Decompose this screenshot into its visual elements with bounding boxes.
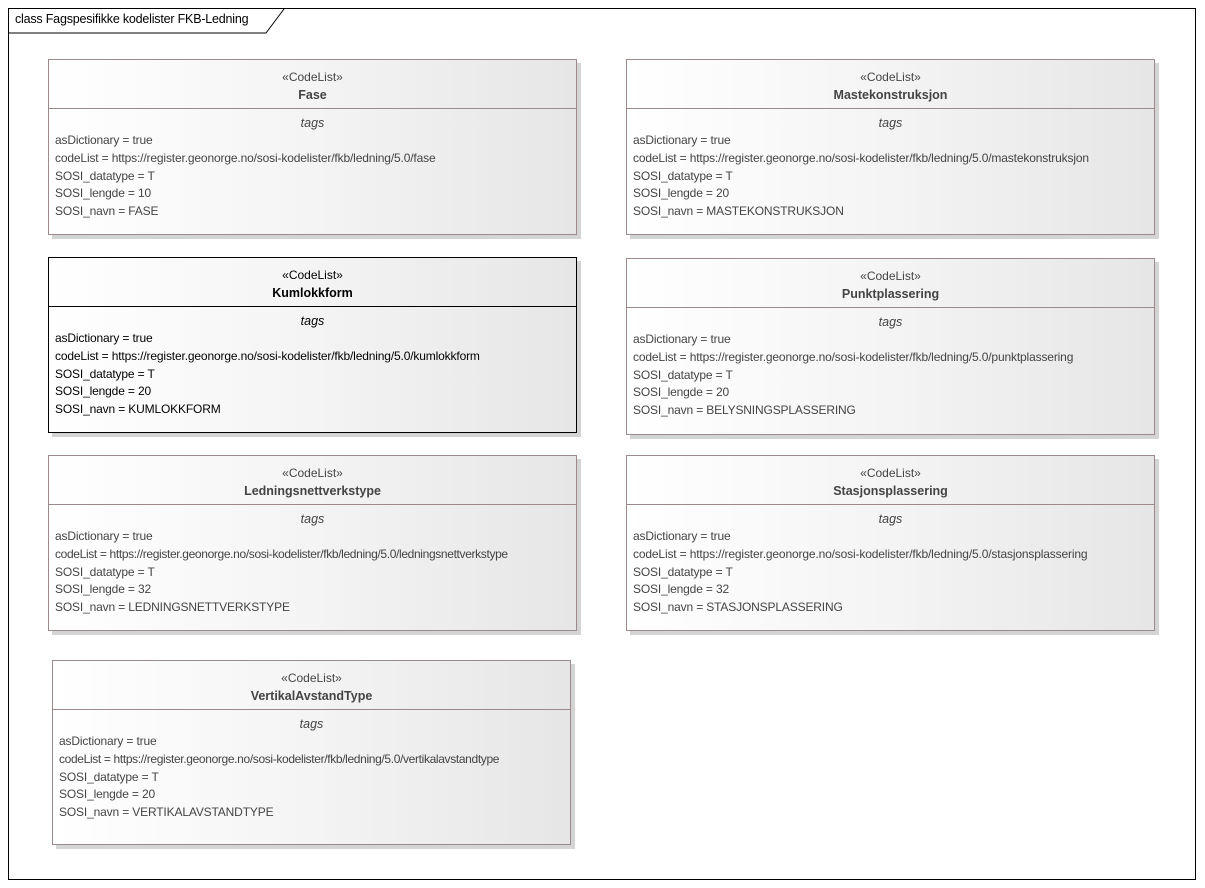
tag-sosi-navn: SOSI_navn = FASE — [55, 204, 159, 219]
tag-code-list: codeList = https://register.geonorge.no/sosi-kodelister/fkb/ledning/5.0/vertikalavstandtype — [59, 751, 500, 766]
tags-heading: tags — [878, 116, 903, 130]
tag-sosi-navn: SOSI_navn = BELYSNINGSPLASSERING — [633, 403, 856, 418]
tag-as-dictionary: asDictionary = true — [55, 331, 153, 345]
class-name: Kumlokkform — [272, 286, 353, 300]
class-header — [49, 60, 576, 109]
codelist-box-ledningsnettverkstype[interactable] — [48, 455, 577, 631]
tag-sosi-datatype: SOSI_datatype = T — [55, 366, 155, 381]
codelist-box-kumlokkform[interactable] — [48, 257, 577, 433]
class-header — [53, 661, 570, 710]
tag-sosi-datatype: SOSI_datatype = T — [633, 367, 733, 382]
stereotype-label: «CodeList» — [282, 70, 343, 84]
tag-sosi-datatype: SOSI_datatype = T — [633, 168, 733, 183]
tag-sosi-lengde: SOSI_lengde = 20 — [59, 787, 156, 802]
tag-sosi-lengde: SOSI_lengde = 20 — [633, 385, 730, 400]
tag-code-list: codeList = https://register.geonorge.no/sosi-kodelister/fkb/ledning/5.0/mastekonstruksjon — [633, 150, 1089, 165]
class-header — [627, 456, 1154, 505]
class-name: Stasjonsplassering — [833, 484, 948, 498]
codelist-box-punktplassering[interactable] — [626, 258, 1155, 435]
tag-as-dictionary: asDictionary = true — [633, 529, 731, 543]
tag-code-list: codeList = https://register.geonorge.no/sosi-kodelister/fkb/ledning/5.0/ledningsnettverkstype — [55, 546, 508, 561]
tag-sosi-navn: SOSI_navn = KUMLOKKFORM — [55, 402, 221, 417]
stereotype-label: «CodeList» — [281, 671, 342, 685]
class-header — [49, 456, 576, 505]
tag-sosi-datatype: SOSI_datatype = T — [55, 564, 155, 579]
tag-sosi-datatype: SOSI_datatype = T — [55, 168, 155, 183]
tags-heading: tags — [878, 315, 903, 329]
tag-sosi-datatype: SOSI_datatype = T — [59, 769, 159, 784]
stereotype-label: «CodeList» — [860, 70, 921, 84]
tags-heading: tags — [300, 314, 325, 328]
class-name: VertikalAvstandType — [250, 689, 373, 703]
tag-code-list: codeList = https://register.geonorge.no/sosi-kodelister/fkb/ledning/5.0/stasjonsplassering — [633, 546, 1088, 561]
stereotype-label: «CodeList» — [282, 466, 343, 480]
codelist-box-stasjonsplassering[interactable] — [626, 455, 1155, 631]
stereotype-label: «CodeList» — [860, 466, 921, 480]
tag-sosi-navn: SOSI_navn = MASTEKONSTRUKSJON — [633, 204, 844, 219]
tags-heading: tags — [878, 512, 903, 526]
class-name: Fase — [298, 88, 327, 102]
tag-as-dictionary: asDictionary = true — [633, 133, 731, 147]
codelist-box-fase[interactable] — [48, 59, 577, 235]
tag-sosi-lengde: SOSI_lengde = 32 — [55, 582, 152, 597]
codelist-box-mastekonstruksjon[interactable] — [626, 59, 1155, 235]
tag-sosi-lengde: SOSI_lengde = 10 — [55, 186, 152, 201]
tags-heading: tags — [299, 717, 324, 731]
tag-code-list: codeList = https://register.geonorge.no/sosi-kodelister/fkb/ledning/5.0/fase — [55, 150, 436, 165]
tag-as-dictionary: asDictionary = true — [633, 332, 731, 346]
tags-heading: tags — [300, 116, 325, 130]
class-name: Mastekonstruksjon — [833, 88, 948, 102]
class-header — [627, 259, 1154, 308]
class-name: Ledningsnettverkstype — [244, 484, 381, 498]
class-header — [49, 258, 576, 307]
tag-sosi-navn: SOSI_navn = VERTIKALAVSTANDTYPE — [59, 805, 274, 820]
tag-code-list: codeList = https://register.geonorge.no/sosi-kodelister/fkb/ledning/5.0/punktplassering — [633, 349, 1074, 364]
stereotype-label: «CodeList» — [282, 268, 343, 282]
stereotype-label: «CodeList» — [860, 269, 921, 283]
tags-heading: tags — [300, 512, 325, 526]
codelist-box-vertikalavstandtype[interactable] — [52, 660, 571, 845]
class-header — [627, 60, 1154, 109]
diagram-title: class Fagspesifikke kodelister FKB-Ledning — [15, 12, 249, 26]
tag-sosi-datatype: SOSI_datatype = T — [633, 564, 733, 579]
tag-code-list: codeList = https://register.geonorge.no/sosi-kodelister/fkb/ledning/5.0/kumlokkform — [55, 348, 480, 363]
tag-sosi-lengde: SOSI_lengde = 32 — [633, 582, 730, 597]
tag-sosi-navn: SOSI_navn = STASJONSPLASSERING — [633, 600, 843, 615]
tag-as-dictionary: asDictionary = true — [55, 133, 153, 147]
tag-as-dictionary: asDictionary = true — [59, 734, 157, 748]
tag-sosi-lengde: SOSI_lengde = 20 — [633, 186, 730, 201]
tag-sosi-lengde: SOSI_lengde = 20 — [55, 384, 152, 399]
class-name: Punktplassering — [841, 287, 940, 301]
tag-sosi-navn: SOSI_navn = LEDNINGSNETTVERKSTYPE — [55, 600, 290, 615]
tag-as-dictionary: asDictionary = true — [55, 529, 153, 543]
